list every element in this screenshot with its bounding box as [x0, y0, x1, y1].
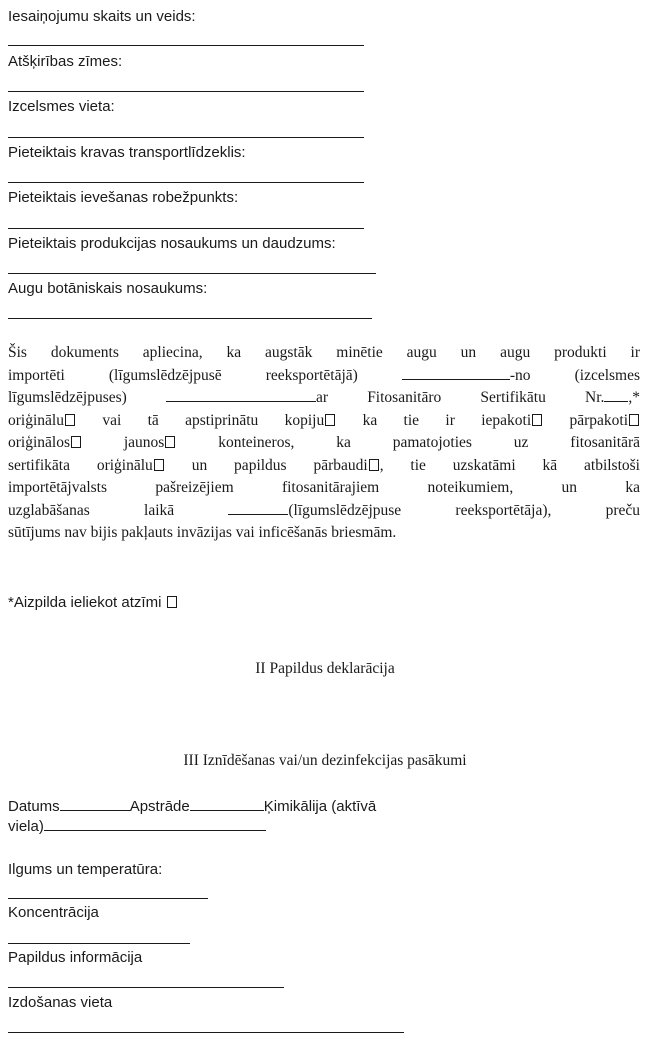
- decl-line-4: oriģinālu vai tā apstiprinātu kopiju ka tie ir iepakoti pārpakoti: [8, 410, 640, 433]
- date-label: Datums: [8, 798, 60, 815]
- fill-line-issue-place[interactable]: [8, 1032, 404, 1033]
- fill-line-transport[interactable]: [8, 182, 364, 183]
- treatment-row: [8, 796, 376, 815]
- decl-line-8: uzglabāšanas laikā (līgumslēdzējpuse reeksportētāja), preču: [8, 501, 640, 519]
- declaration-paragraph: [8, 342, 640, 545]
- fill-line-concentration[interactable]: [8, 943, 190, 944]
- checkbox-original-containers[interactable]: [71, 436, 81, 448]
- treatment-label: Apstrāde: [129, 798, 190, 815]
- decl-line-7: importētājvalsts pašreizējiem fitosanitārajiem noteikumiem, un ka: [8, 479, 640, 496]
- checkbox-repacked[interactable]: [629, 414, 639, 426]
- issue-place-label: Izdošanas vieta: [8, 994, 113, 1011]
- field-label-border-point: Pieteiktais ievešanas robežpunkts:: [8, 189, 239, 206]
- checkbox-packed[interactable]: [532, 414, 542, 426]
- duration-label: Ilgums un temperatūra:: [8, 861, 163, 878]
- field-label-marks: Atšķirības zīmes:: [8, 53, 123, 70]
- decl-line-1: Šis dokuments apliecina, ka augstāk minētie augu un augu produkti ir: [8, 344, 640, 361]
- decl-line-6: sertifikāta oriģinālu un papildus pārbaudi , tie uzskatāmi kā atbilstoši: [8, 456, 640, 474]
- fill-line-product[interactable]: [8, 273, 376, 274]
- decl-line-9: sūtījums nav bijis pakļauts invāzijas vai inficēšanās briesmām.: [8, 524, 397, 541]
- checkbox-certificate-original[interactable]: [154, 459, 164, 471]
- decl-line-2: importēti (līgumslēdzējpusē reeksportētājā) -no (izcelsmes: [8, 366, 640, 384]
- fill-line-packages[interactable]: [8, 45, 364, 46]
- certificate-number-field[interactable]: [604, 387, 628, 402]
- chemical-label: Ķimikālija (aktīvā: [263, 798, 377, 815]
- origin-party-field[interactable]: [166, 387, 316, 402]
- field-label-packages: Iesaiņojumu skaits un veids:: [8, 8, 196, 25]
- checkbox-certified-copy[interactable]: [325, 414, 335, 426]
- checkbox-additional-inspection[interactable]: [369, 459, 379, 471]
- fill-line-origin[interactable]: [8, 137, 364, 138]
- decl-line-5: oriģinālos jaunos konteineros, ka pamatojoties uz fitosanitārā: [8, 434, 640, 451]
- chemical-field[interactable]: [44, 816, 266, 831]
- decl-line-3: līgumslēdzējpuses) ar Fitosanitāro Sertifikātu Nr. ,*: [8, 389, 640, 406]
- fill-line-duration[interactable]: [8, 898, 208, 899]
- field-label-product: Pieteiktais produkcijas nosaukums un daudzums:: [8, 235, 336, 252]
- fill-line-border-point[interactable]: [8, 228, 364, 229]
- checkbox-new-containers[interactable]: [165, 436, 175, 448]
- footnote-checkbox-icon: [167, 596, 177, 608]
- fill-line-botanical[interactable]: [8, 318, 372, 319]
- reexport-country-field[interactable]: [402, 365, 510, 380]
- additional-info-label: Papildus informācija: [8, 949, 143, 966]
- footnote: *Aizpilda ieliekot atzīmi: [8, 594, 178, 611]
- section-2-title: II Papildus deklarācija: [255, 660, 395, 677]
- chemical-row: [8, 816, 266, 835]
- date-field[interactable]: [60, 796, 130, 811]
- treatment-field[interactable]: [190, 796, 264, 811]
- section-3-title: III Iznīdēšanas vai/un dezinfekcijas pasākumi: [183, 752, 467, 769]
- checkbox-original[interactable]: [65, 414, 75, 426]
- field-label-transport: Pieteiktais kravas transportlīdzeklis:: [8, 144, 246, 161]
- storage-party-field[interactable]: [228, 500, 288, 515]
- fill-line-additional-info[interactable]: [8, 987, 284, 988]
- concentration-label: Koncentrācija: [8, 904, 99, 921]
- chemical-label-cont: viela): [8, 818, 44, 835]
- field-label-botanical: Augu botāniskais nosaukums:: [8, 280, 208, 297]
- fill-line-marks[interactable]: [8, 91, 364, 92]
- field-label-origin: Izcelsmes vieta:: [8, 98, 115, 115]
